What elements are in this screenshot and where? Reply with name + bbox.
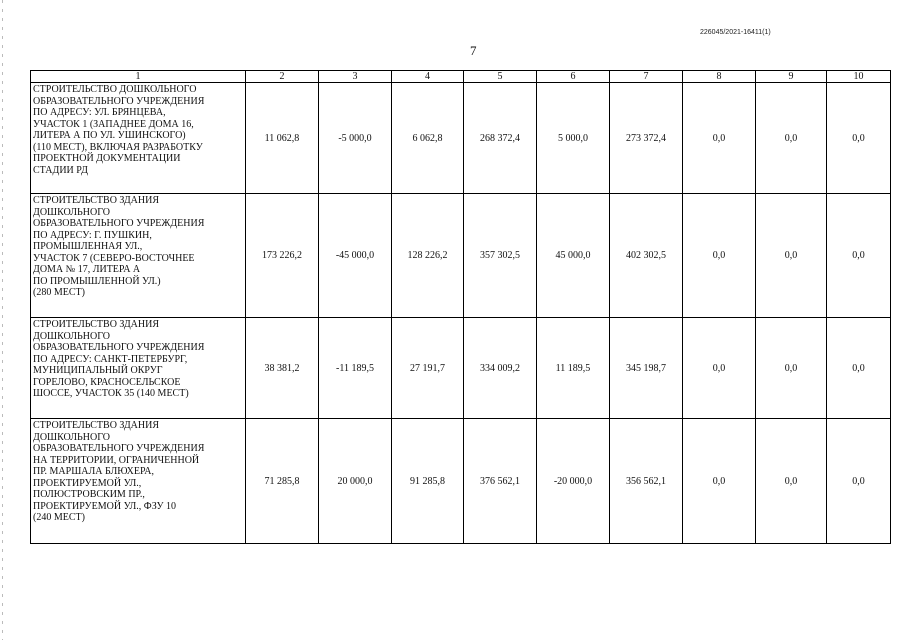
- object-name-line: ПОЛЮСТРОВСКИМ ПР.,: [33, 489, 145, 500]
- object-name-line: ДОШКОЛЬНОГО: [33, 431, 110, 443]
- object-name-line: ДОМА № 17, ЛИТЕРА А: [33, 264, 141, 275]
- value-cell-col2: 173 226,2: [246, 194, 319, 318]
- column-header-8: 8: [683, 71, 756, 83]
- object-name-line: МУНИЦИПАЛЬНЫЙ ОКРУГ: [33, 365, 163, 376]
- value-cell-col5: 376 562,1: [464, 419, 537, 544]
- value-cell-col10: 0,0: [827, 194, 891, 318]
- object-name-line: ШОССЕ, УЧАСТОК 35 (140 МЕСТ): [33, 388, 189, 399]
- object-name-line: ПРОЕКТИРУЕМОЙ УЛ.,: [33, 477, 142, 489]
- value-cell-col8: 0,0: [683, 419, 756, 544]
- object-name-cell: [31, 419, 246, 544]
- value-cell-col2: 71 285,8: [246, 419, 319, 544]
- column-header-2: 2: [246, 71, 319, 83]
- object-name-line: СТРОИТЕЛЬСТВО ЗДАНИЯ: [33, 319, 159, 330]
- table-header-row: [31, 71, 891, 83]
- object-name-line: СТРОИТЕЛЬСТВО ЗДАНИЯ: [33, 420, 159, 431]
- object-name-line: УЧАСТОК 7 (СЕВЕРО-ВОСТОЧНЕЕ: [33, 252, 195, 264]
- object-name-line: ПО АДРЕСУ: Г. ПУШКИН,: [33, 229, 152, 241]
- object-name-cell: [31, 318, 246, 419]
- object-name-line: ОБРАЗОВАТЕЛЬНОГО УЧРЕЖДЕНИЯ: [33, 443, 205, 454]
- value-cell-col4: 128 226,2: [392, 194, 464, 318]
- column-header-9: 9: [756, 71, 827, 83]
- value-cell-col3: 20 000,0: [319, 419, 392, 544]
- value-cell-col10: 0,0: [827, 318, 891, 419]
- object-name-line: УЧАСТОК 1 (ЗАПАДНЕЕ ДОМА 16,: [33, 118, 194, 130]
- value-cell-col4: 6 062,8: [392, 83, 464, 194]
- value-cell-col3: -11 189,5: [319, 318, 392, 419]
- object-name-line: СТРОИТЕЛЬСТВО ЗДАНИЯ: [33, 195, 159, 206]
- object-name-line: (240 МЕСТ): [33, 512, 85, 523]
- value-cell-col7: 273 372,4: [610, 83, 683, 194]
- object-name-line: ПО ПРОМЫШЛЕННОЙ УЛ.): [33, 275, 161, 287]
- object-name-cell: [31, 194, 246, 318]
- value-cell-col9: 0,0: [756, 83, 827, 194]
- object-name-line: СТРОИТЕЛЬСТВО ДОШКОЛЬНОГО: [33, 84, 197, 95]
- table-row: [31, 194, 891, 318]
- table-row: [31, 419, 891, 544]
- value-cell-col6: 5 000,0: [537, 83, 610, 194]
- value-cell-col9: 0,0: [756, 318, 827, 419]
- value-cell-col7: 402 302,5: [610, 194, 683, 318]
- budget-table: [30, 70, 891, 544]
- binding-margin-mark: [2, 0, 3, 640]
- column-header-6: 6: [537, 71, 610, 83]
- value-cell-col9: 0,0: [756, 419, 827, 544]
- object-name-line: ПРОЕКТНОЙ ДОКУМЕНТАЦИИ: [33, 153, 181, 164]
- object-name-line: ОБРАЗОВАТЕЛЬНОГО УЧРЕЖДЕНИЯ: [33, 218, 205, 229]
- value-cell-col7: 345 198,7: [610, 318, 683, 419]
- value-cell-col9: 0,0: [756, 194, 827, 318]
- value-cell-col2: 11 062,8: [246, 83, 319, 194]
- page-number: 7: [470, 43, 477, 58]
- object-name-line: ГОРЕЛОВО, КРАСНОСЕЛЬСКОЕ: [33, 376, 181, 388]
- value-cell-col4: 91 285,8: [392, 419, 464, 544]
- value-cell-col6: 45 000,0: [537, 194, 610, 318]
- object-name-line: (110 МЕСТ), ВКЛЮЧАЯ РАЗРАБОТКУ: [33, 141, 203, 153]
- object-name-cell: [31, 83, 246, 194]
- value-cell-col3: -45 000,0: [319, 194, 392, 318]
- column-header-4: 4: [392, 71, 464, 83]
- object-name-line: (280 МЕСТ): [33, 287, 85, 298]
- object-name-line: ЛИТЕРА А ПО УЛ. УШИНСКОГО): [33, 130, 186, 141]
- value-cell-col8: 0,0: [683, 318, 756, 419]
- object-name-line: ПО АДРЕСУ: САНКТ-ПЕТЕРБУРГ,: [33, 353, 188, 365]
- object-name-line: НА ТЕРРИТОРИИ, ОГРАНИЧЕННОЙ: [33, 454, 200, 466]
- value-cell-col6: -20 000,0: [537, 419, 610, 544]
- value-cell-col3: -5 000,0: [319, 83, 392, 194]
- value-cell-col5: 357 302,5: [464, 194, 537, 318]
- value-cell-col10: 0,0: [827, 83, 891, 194]
- column-header-3: 3: [319, 71, 392, 83]
- value-cell-col8: 0,0: [683, 194, 756, 318]
- document-id: 226045/2021-16411(1): [700, 29, 771, 36]
- value-cell-col4: 27 191,7: [392, 318, 464, 419]
- value-cell-col7: 356 562,1: [610, 419, 683, 544]
- object-name-line: ПО АДРЕСУ: УЛ. БРЯНЦЕВА,: [33, 107, 166, 118]
- object-name-line: ОБРАЗОВАТЕЛЬНОГО УЧРЕЖДЕНИЯ: [33, 342, 205, 353]
- table-row: [31, 318, 891, 419]
- column-header-10: 10: [827, 71, 891, 83]
- column-header-1: 1: [31, 71, 246, 83]
- value-cell-col8: 0,0: [683, 83, 756, 194]
- object-name-line: СТАДИИ РД: [33, 164, 88, 176]
- value-cell-col6: 11 189,5: [537, 318, 610, 419]
- value-cell-col2: 38 381,2: [246, 318, 319, 419]
- column-header-7: 7: [610, 71, 683, 83]
- column-header-5: 5: [464, 71, 537, 83]
- value-cell-col5: 334 009,2: [464, 318, 537, 419]
- object-name-line: ОБРАЗОВАТЕЛЬНОГО УЧРЕЖДЕНИЯ: [33, 95, 205, 107]
- object-name-line: ПРОМЫШЛЕННАЯ УЛ.,: [33, 241, 143, 252]
- value-cell-col5: 268 372,4: [464, 83, 537, 194]
- object-name-line: ДОШКОЛЬНОГО: [33, 206, 110, 218]
- object-name-line: ПР. МАРШАЛА БЛЮХЕРА,: [33, 466, 155, 477]
- object-name-line: ДОШКОЛЬНОГО: [33, 330, 110, 342]
- value-cell-col10: 0,0: [827, 419, 891, 544]
- object-name-line: ПРОЕКТИРУЕМОЙ УЛ., ФЗУ 10: [33, 500, 177, 512]
- table-row: [31, 83, 891, 194]
